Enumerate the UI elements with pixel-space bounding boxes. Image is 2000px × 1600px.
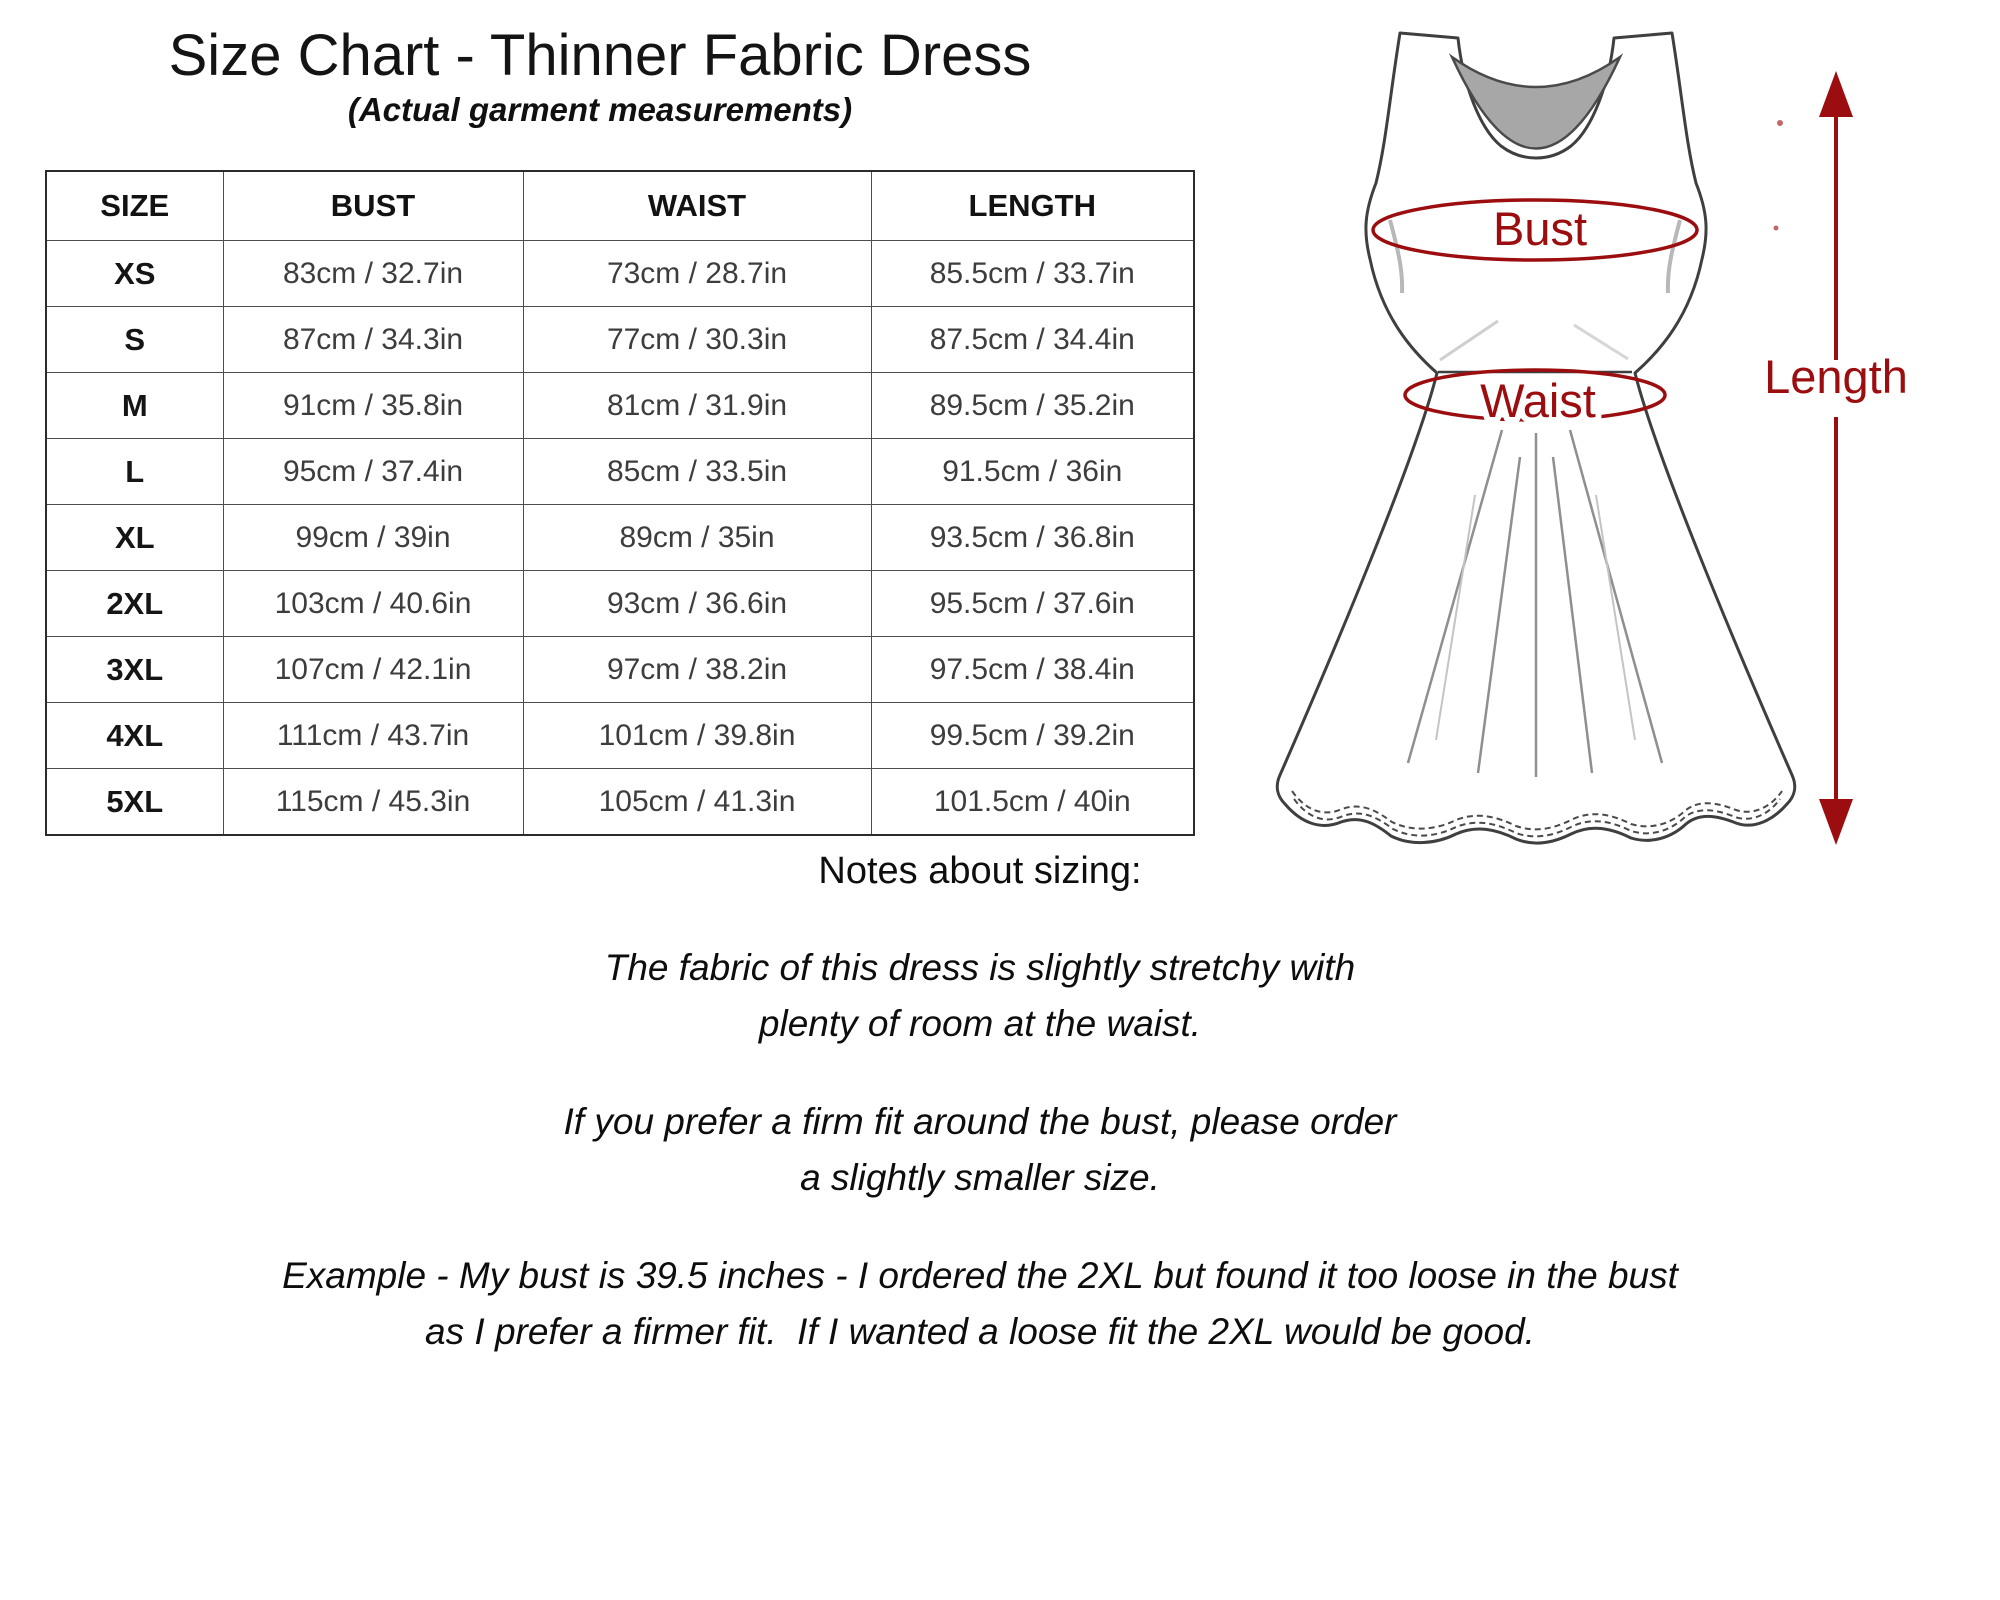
red-speck bbox=[1777, 120, 1783, 126]
note-paragraph-firm-fit bbox=[60, 1094, 1900, 1206]
table-row bbox=[46, 439, 1194, 505]
length-cell: 91.5cm / 36in bbox=[871, 439, 1194, 505]
column-header-bust: BUST bbox=[223, 171, 523, 241]
note-paragraph-example bbox=[60, 1248, 1900, 1360]
waist-cell: 85cm / 33.5in bbox=[523, 439, 871, 505]
arrowhead-down-icon bbox=[1819, 799, 1853, 845]
waist-label: Waist bbox=[1480, 374, 1596, 427]
size-cell: L bbox=[46, 439, 223, 505]
bust-cell: 87cm / 34.3in bbox=[223, 307, 523, 373]
size-table bbox=[45, 170, 1195, 836]
table-row bbox=[46, 307, 1194, 373]
bust-label: Bust bbox=[1492, 202, 1588, 255]
dress-measurement-diagram bbox=[1240, 25, 1930, 860]
page-title: Size Chart - Thinner Fabric Dress bbox=[168, 23, 1032, 88]
bust-cell: 91cm / 35.8in bbox=[223, 373, 523, 439]
table-row bbox=[46, 637, 1194, 703]
bust-cell: 103cm / 40.6in bbox=[223, 571, 523, 637]
size-cell: 4XL bbox=[46, 703, 223, 769]
table-row bbox=[46, 505, 1194, 571]
table-row bbox=[46, 373, 1194, 439]
notes-heading: Notes about sizing: bbox=[818, 850, 1142, 892]
size-cell: 3XL bbox=[46, 637, 223, 703]
length-cell: 93.5cm / 36.8in bbox=[871, 505, 1194, 571]
size-cell: XL bbox=[46, 505, 223, 571]
waist-cell: 105cm / 41.3in bbox=[523, 769, 871, 836]
table-row bbox=[46, 571, 1194, 637]
table-header-row bbox=[46, 171, 1194, 241]
length-cell: 85.5cm / 33.7in bbox=[871, 241, 1194, 307]
note-line: a slightly smaller size. bbox=[800, 1157, 1160, 1198]
column-header-waist: WAIST bbox=[523, 171, 871, 241]
waist-cell: 97cm / 38.2in bbox=[523, 637, 871, 703]
note-line: plenty of room at the waist. bbox=[758, 1003, 1202, 1044]
waist-cell: 73cm / 28.7in bbox=[523, 241, 871, 307]
note-line: Example - My bust is 39.5 inches - I ordered the 2XL but found it too loose in the bust bbox=[282, 1255, 1678, 1296]
column-header-length: LENGTH bbox=[871, 171, 1194, 241]
size-cell: S bbox=[46, 307, 223, 373]
title-block bbox=[95, 24, 1105, 129]
size-cell: M bbox=[46, 373, 223, 439]
table-row bbox=[46, 769, 1194, 836]
size-cell: 2XL bbox=[46, 571, 223, 637]
bust-cell: 99cm / 39in bbox=[223, 505, 523, 571]
note-paragraph-fabric bbox=[60, 940, 1900, 1052]
red-speck bbox=[1774, 226, 1779, 231]
bust-cell: 95cm / 37.4in bbox=[223, 439, 523, 505]
bust-cell: 115cm / 45.3in bbox=[223, 769, 523, 836]
waist-cell: 81cm / 31.9in bbox=[523, 373, 871, 439]
note-line: If you prefer a firm fit around the bust, please order bbox=[563, 1101, 1397, 1142]
page-subtitle: (Actual garment measurements) bbox=[347, 90, 853, 128]
table-row bbox=[46, 241, 1194, 307]
bust-cell: 107cm / 42.1in bbox=[223, 637, 523, 703]
note-line: as I prefer a firmer fit. If I wanted a loose fit the 2XL would be good. bbox=[425, 1311, 1535, 1352]
length-cell: 87.5cm / 34.4in bbox=[871, 307, 1194, 373]
waist-cell: 93cm / 36.6in bbox=[523, 571, 871, 637]
note-line: The fabric of this dress is slightly stretchy with bbox=[604, 947, 1356, 988]
length-label: Length bbox=[1764, 350, 1908, 403]
column-header-size: SIZE bbox=[46, 171, 223, 241]
size-table-body bbox=[46, 241, 1194, 836]
size-cell: XS bbox=[46, 241, 223, 307]
arrowhead-up-icon bbox=[1819, 71, 1853, 117]
length-cell: 99.5cm / 39.2in bbox=[871, 703, 1194, 769]
waist-cell: 77cm / 30.3in bbox=[523, 307, 871, 373]
length-cell: 89.5cm / 35.2in bbox=[871, 373, 1194, 439]
length-cell: 95.5cm / 37.6in bbox=[871, 571, 1194, 637]
size-cell: 5XL bbox=[46, 769, 223, 836]
bust-cell: 111cm / 43.7in bbox=[223, 703, 523, 769]
length-cell: 97.5cm / 38.4in bbox=[871, 637, 1194, 703]
bust-cell: 83cm / 32.7in bbox=[223, 241, 523, 307]
length-arrow bbox=[1819, 71, 1853, 845]
waist-cell: 101cm / 39.8in bbox=[523, 703, 871, 769]
waist-cell: 89cm / 35in bbox=[523, 505, 871, 571]
table-row bbox=[46, 703, 1194, 769]
length-cell: 101.5cm / 40in bbox=[871, 769, 1194, 836]
